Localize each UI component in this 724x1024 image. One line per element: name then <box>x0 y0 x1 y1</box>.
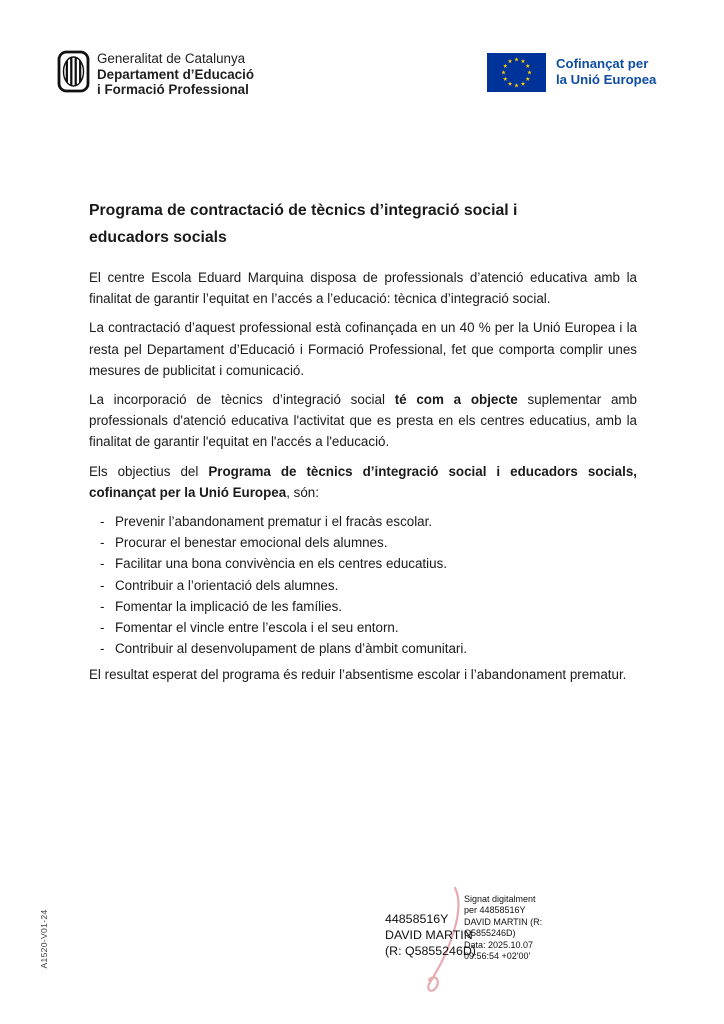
signature-stamp-org: (R: Q5855246D) <box>385 944 476 959</box>
paragraph-4-bold: Programa de tècnics d’integració social i educadors socials, cofinançat per la Unió Europea <box>89 463 637 500</box>
list-item <box>100 617 637 638</box>
signature-details-line: Q5855246D) <box>464 928 516 939</box>
dash-bullet: - <box>100 535 105 551</box>
list-item-text: Prevenir l’abandonament prematur i el fracàs escolar. <box>115 514 433 530</box>
signature-details-date: Data: 2025.10.07 <box>464 939 534 950</box>
list-item <box>100 638 637 659</box>
eu-flag-icon <box>487 53 546 92</box>
paragraph-4 <box>89 461 637 503</box>
signature-stamp-id: 44858516Y <box>385 912 449 926</box>
paragraph-3 <box>89 389 637 453</box>
paragraph-3-text-cont: suplementar amb professionals d'atenció educativa l'activitat que es presta en els centres educatius, amb la finalitat de garantir l'equitat en l'accés a l'educació. <box>89 392 637 450</box>
eu-label-line2: la Unió Europea <box>556 72 657 88</box>
paragraph-1: El centre Escola Eduard Marquina disposa de professionals d’atenció educativa amb la finalitat de garantir l’equitat en l’accés a l’educació: tècnica d’integració social. <box>89 270 637 307</box>
signature-details-line: DAVID MARTIN (R: <box>464 916 543 927</box>
dash-bullet: - <box>100 620 105 636</box>
list-item <box>100 553 637 574</box>
list-item <box>100 596 637 617</box>
paragraph-3-text: La incorporació de tècnics d’integració social <box>89 392 395 408</box>
doc-reference-code: A1520-V01-24 <box>39 909 49 969</box>
list-item-text: Fomentar la implicació de les famílies. <box>115 598 342 614</box>
signature-details <box>464 894 542 962</box>
signature-details-time: 09:56:54 +02'00' <box>464 951 531 962</box>
list-item <box>100 575 637 596</box>
generalitat-name: Generalitat de Catalunya <box>97 51 246 66</box>
list-item-text: Facilitar una bona convivència en els centres educatius. <box>115 556 447 572</box>
paragraph-2: La contractació d’aquest professional està cofinançada en un 40 % per la Unió Europea i la resta pel Departament d’Educació i Formació Professional, fet que comporta complir unes mesures de publicitat i comunicació. <box>89 320 637 378</box>
list-item-text: Fomentar el vincle entre l’escola i el seu entorn. <box>115 620 399 636</box>
page-title <box>89 197 637 251</box>
digital-signature[interactable] <box>375 880 675 1000</box>
signature-stamp-name: DAVID MARTIN <box>385 928 473 943</box>
list-item <box>100 532 637 553</box>
list-item-text: Procurar el benestar emocional dels alumnes. <box>115 535 388 551</box>
list-item <box>100 511 637 532</box>
page-title-line1: Programa de contractació de tècnics d’integració social i <box>89 202 518 219</box>
department-name-line1: Departament d’Educació <box>97 66 255 82</box>
signature-details-line: per 44858516Y <box>464 905 526 916</box>
list-item-text: Contribuir a l’orientació dels alumnes. <box>115 577 339 593</box>
dash-bullet: - <box>100 598 105 614</box>
paragraph-4-text: Els objectius del <box>89 463 209 479</box>
list-item-text: Contribuir al desenvolupament de plans d’àmbit comunitari. <box>115 641 468 657</box>
dash-bullet: - <box>100 514 105 530</box>
paragraph-5: El resultat esperat del programa és reduir l’absentisme escolar i l’abandonament prematur. <box>89 667 627 683</box>
document-body <box>89 197 637 694</box>
objectives-list <box>89 511 637 659</box>
dash-bullet: - <box>100 641 105 657</box>
department-name-line2: i Formació Professional <box>97 82 249 98</box>
paragraph-3-bold: té com a objecte <box>394 392 518 408</box>
signature-stamp <box>385 911 476 960</box>
signature-details-line: Signat digitalment <box>464 894 536 904</box>
eu-cofunded-badge <box>487 53 656 92</box>
eu-label-line1: Cofinançat per <box>556 56 649 71</box>
generalitat-header <box>57 50 254 98</box>
dash-bullet: - <box>100 556 105 572</box>
paragraph-4-text-cont: , són: <box>286 484 319 500</box>
page-title-line2: educadors socials <box>89 229 227 246</box>
dash-bullet: - <box>100 577 105 593</box>
generalitat-logo-icon <box>57 50 90 93</box>
